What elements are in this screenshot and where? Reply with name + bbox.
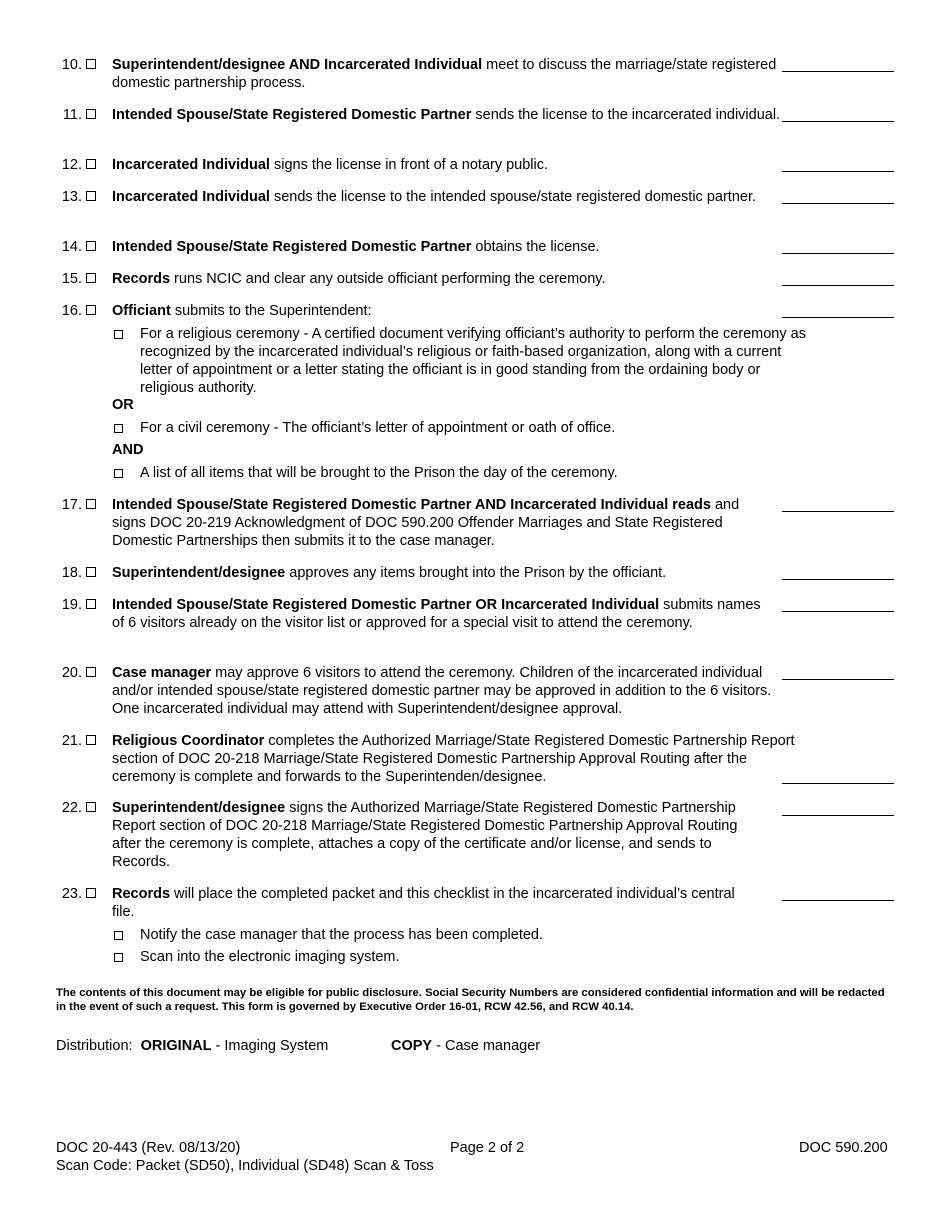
sub-item-checkbox[interactable] [114,931,123,940]
item-number: 15. [61,271,82,287]
item-number: 10. [61,57,82,73]
sub-item-civil-ceremony [112,419,802,437]
item-number: 13. [61,189,82,205]
sub-item-text: For a civil ceremony - The officiant’s letter of appointment or oath of office. [140,420,616,436]
footer-scan-code: Scan Code: Packet (SD50), Individual (SD48) Scan & Toss [56,1158,434,1174]
item-checkbox[interactable] [86,159,96,169]
sub-item-text: Notify the case manager that the process has been completed. [140,927,544,943]
item-checkbox[interactable] [86,567,96,577]
footer-page-number: Page 2 of 2 [450,1140,525,1156]
item-text: Superintendent/designee approves any items brought into the Prison by the officiant. [112,565,667,581]
item-text: Records will place the completed packet and this checklist in the incarcerated individual’s central file. [112,886,735,920]
item-text: Intended Spouse/State Registered Domestic Partner AND Incarcerated Individual reads and signs DOC 20-219 Acknowledgment of DOC 590.200 Offender Marriages and State Registered Domestic Partnerships then submits it to the case manager. [112,497,740,549]
or-conjunction: OR [112,397,134,413]
item-text: Incarcerated Individual signs the license in front of a notary public. [112,157,549,173]
distribution-copy-label: COPY [391,1038,433,1054]
sub-item-checkbox[interactable] [114,469,123,478]
item-number: 20. [61,665,82,681]
sub-item-text: A list of all items that will be brought to the Prison the day of the ceremony. [140,465,618,481]
item-text: Religious Coordinator completes the Authorized Marriage/State Registered Domestic Partnership Report section of DOC 20-218 Marriage/State Registered Domestic Partnership Approval Routing after the ceremony is complete and forwards to the Superintenden/designee. [112,733,795,785]
item-checkbox[interactable] [86,59,96,69]
item-number: 21. [61,733,82,749]
date-initial-line[interactable] [782,121,894,122]
sub-item-list-of-items [112,464,802,482]
item-checkbox[interactable] [86,499,96,509]
item-number: 17. [61,497,82,513]
item-number: 18. [61,565,82,581]
footer-form-id: DOC 20-443 (Rev. 08/13/20) [56,1140,241,1156]
item-text: Case manager may approve 6 visitors to attend the ceremony. Children of the incarcerated individual and/or intended spouse/state registered domestic partner may be approved in addition to the 6 visitors. One incarcerated individual may attend with Superintendent/designee approval. [112,665,772,717]
date-initial-line[interactable] [782,317,894,318]
date-initial-line[interactable] [782,900,894,901]
item-text: Superintendent/designee signs the Authorized Marriage/State Registered Domestic Partnership Report section of DOC 20-218 Marriage/State Registered Domestic Partnership Approval Routing after the ceremony is complete, attaches a copy of the certificate and/or license, and sends to Records. [112,800,738,870]
item-number: 11. [62,107,82,123]
sub-item-notify-case-manager [112,926,802,944]
date-initial-line[interactable] [782,171,894,172]
item-text: Records runs NCIC and clear any outside officiant performing the ceremony. [112,271,606,287]
item-checkbox[interactable] [86,241,96,251]
distribution-label: Distribution: [56,1038,141,1054]
sub-item-scan-imaging [112,948,802,966]
distribution-copy-text: - Case manager [432,1038,541,1054]
item-text: Intended Spouse/State Registered Domestic Partner sends the license to the incarcerated individual. [112,107,781,123]
item-number: 23. [61,886,82,902]
item-checkbox[interactable] [86,735,96,745]
item-checkbox[interactable] [86,191,96,201]
footer-policy-number: DOC 590.200 [799,1140,888,1156]
item-text: Intended Spouse/State Registered Domestic Partner obtains the license. [112,239,600,255]
item-checkbox[interactable] [86,273,96,283]
sub-item-religious-ceremony [112,325,806,397]
item-checkbox[interactable] [86,888,96,898]
item-checkbox[interactable] [86,305,96,315]
sub-item-checkbox[interactable] [114,330,123,339]
item-text: Incarcerated Individual sends the license to the intended spouse/state registered domestic partner. [112,189,757,205]
sub-item-text: Scan into the electronic imaging system. [140,949,400,965]
date-initial-line[interactable] [782,71,894,72]
item-number: 12. [61,157,82,173]
item-text: Officiant submits to the Superintendent: [112,303,372,319]
public-disclosure-notice: The contents of this document may be eligible for public disclosure. Social Security Numbers are considered confidential information and will be redacted in the event of such a request. This form is governed by Executive Order 16-01, RCW 42.56, and RCW 40.14. [56,987,885,1013]
item-text: Superintendent/designee AND Incarcerated Individual meet to discuss the marriage/state registered domestic partnership process. [112,57,777,91]
distribution-line [56,1037,541,1055]
date-initial-line[interactable] [782,611,894,612]
and-conjunction: AND [112,442,144,458]
sub-item-checkbox[interactable] [114,953,123,962]
date-initial-line[interactable] [782,511,894,512]
date-initial-line[interactable] [782,579,894,580]
distribution-copy [391,1037,540,1055]
distribution-original-text: - Imaging System [211,1038,329,1054]
sub-item-text: For a religious ceremony - A certified document verifying officiant’s authority to perform the ceremony as recognized by the incarcerated individual’s religious or faith-based organization, along with a current letter of appointment or a letter stating the officiant is in good standing from the ordaining body or religious authority. [140,326,806,396]
sub-item-checkbox[interactable] [114,424,123,433]
date-initial-line[interactable] [782,815,894,816]
item-number: 14. [61,239,82,255]
item-number: 16. [61,303,82,319]
date-initial-line[interactable] [782,285,894,286]
item-number: 19. [61,597,82,613]
date-initial-line[interactable] [782,203,894,204]
item-checkbox[interactable] [86,802,96,812]
date-initial-line[interactable] [782,679,894,680]
item-text: Intended Spouse/State Registered Domestic Partner OR Incarcerated Individual submits names of 6 visitors already on the visitor list or approved for a special visit to attend the ceremony. [112,597,761,631]
date-initial-line[interactable] [782,783,894,784]
item-checkbox[interactable] [86,599,96,609]
item-number: 22. [61,800,82,816]
distribution-original-label: ORIGINAL [140,1038,212,1054]
item-checkbox[interactable] [86,667,96,677]
item-checkbox[interactable] [86,109,96,119]
date-initial-line[interactable] [782,253,894,254]
